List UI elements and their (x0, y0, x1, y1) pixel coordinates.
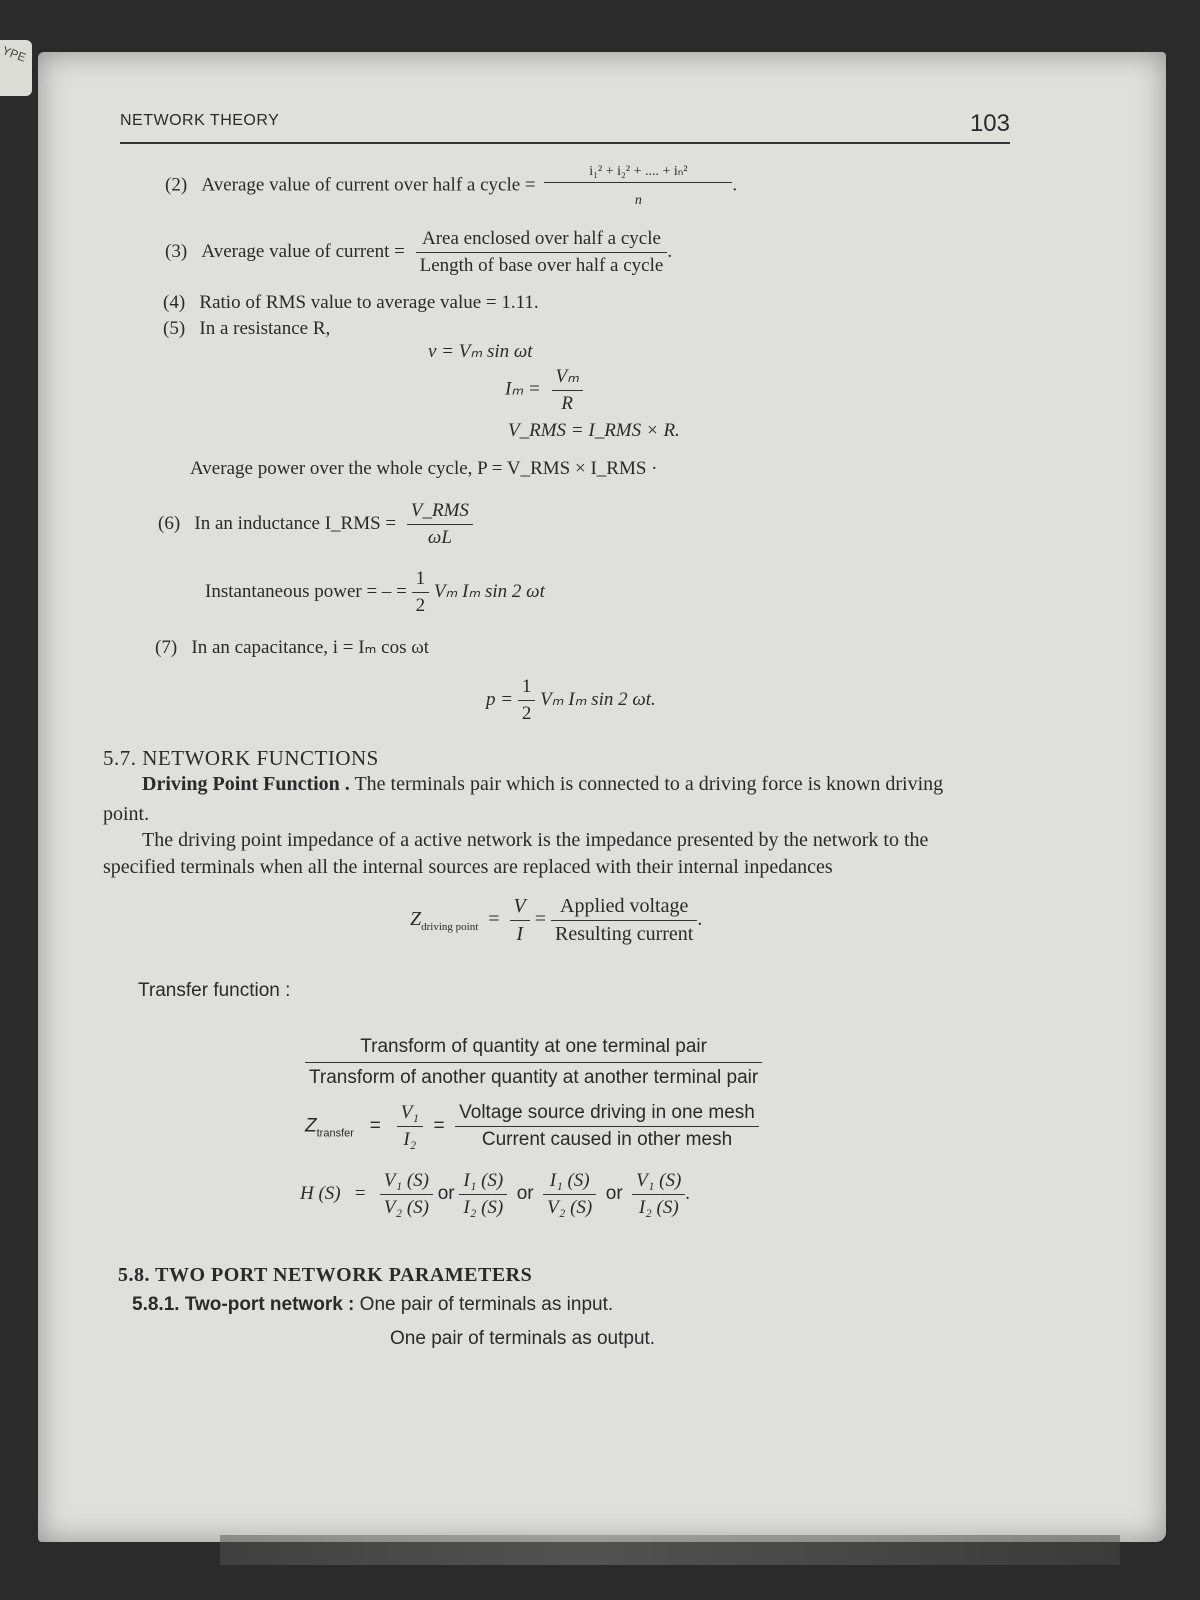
eq-current-max: Iₘ = $\frac{\text{Vₘ}}{R}$ (505, 365, 583, 415)
eq-transfer-definition: $\frac{\text{Transform of quantity at one terminal pair}}{\text{Transform of another quantity at another terminal pair}}$ (305, 1036, 762, 1089)
item-5: (5) In a resistance R, (163, 318, 331, 339)
eq-transfer-impedance: $Z_{transfer}$ = $\frac{\text{V₁}}{\text{I₂}}$ = $\frac{\text{Voltage source driving in one mesh}}{\text{Current caused in other mesh}}$ (305, 1102, 759, 1151)
avg-power-line: Average power over the whole cycle, P = V_RMS × I_RMS · (190, 458, 658, 479)
transfer-function-label: Transfer function : (138, 980, 291, 1001)
item-2: (2) Average value of current over half a cycle = $\frac{\text{i₁² + i₂² + .... + iₙ²}}{n}$ . (165, 164, 738, 208)
impedance-para: The driving point impedance of a active network is the impedance presented by the network to the (142, 829, 929, 851)
item-6: (6) In an inductance I_RMS = $\frac{\text{V\_RMS}}{\omega L}$ (158, 500, 473, 549)
section-5-7-title: 5.7. NETWORK FUNCTIONS (103, 746, 379, 770)
two-port-line-2: One pair of terminals as output. (390, 1328, 656, 1349)
page-number: 103 (969, 110, 1010, 137)
eq-h-of-s: H (S) = $\frac{\text{V₁ (S)}}{\text{V₂ (S)}}$ or $\frac{\text{I₁ (S)}}{\text{I₂ (S)}}$ or $\frac{\text{I₁ (S)}}{\text{V₂ (S)}}$ or $\frac{\text{V₁ (S)}}{\text{I₂ (S)}}$ . (300, 1170, 691, 1218)
item-7: (7) In an capacitance, i = Iₘ cos ωt (155, 637, 430, 658)
adjacent-page-tab: YPE (0, 40, 32, 96)
driving-point-para-cont: point. (103, 803, 150, 825)
book-title: NETWORK THEORY (120, 112, 280, 129)
item-3: (3) Average value of current = $\frac{\text{Area enclosed over half a cycle}}{\text{Length of base over half a cycle}}$ . (165, 228, 673, 276)
eq-driving-point-impedance: $Z_{driving point}$ = $\frac{V}{I}$ = $\frac{\text{Applied voltage}}{\text{Resulting current}}$ . (410, 895, 703, 945)
running-header (120, 110, 1010, 144)
eq-cap-power: p = $\frac{1}{2}$ Vₘ Iₘ sin 2 ωt. (486, 676, 656, 724)
two-port-line-1: 5.8.1. Two-port network : One pair of terminals as input. (132, 1294, 614, 1315)
driving-point-para: Driving Point Function . The terminals pair which is connected to a driving force is known driving (142, 773, 944, 795)
inst-power-line: Instantaneous power = – = $\frac{1}{2}$ Vₘ Iₘ sin 2 ωt (205, 568, 545, 616)
page-edge-shadow (220, 1535, 1120, 1565)
section-5-8-title: 5.8. TWO PORT NETWORK PARAMETERS (118, 1264, 533, 1286)
item-4: (4) Ratio of RMS value to average value = 1.11. (163, 292, 539, 313)
eq-voltage: v = Vₘ sin ωt (428, 341, 533, 362)
eq-vrms: V_RMS = I_RMS × R. (508, 420, 680, 441)
impedance-para-cont: specified terminals when all the internal sources are replaced with their internal inpedances (103, 856, 833, 878)
